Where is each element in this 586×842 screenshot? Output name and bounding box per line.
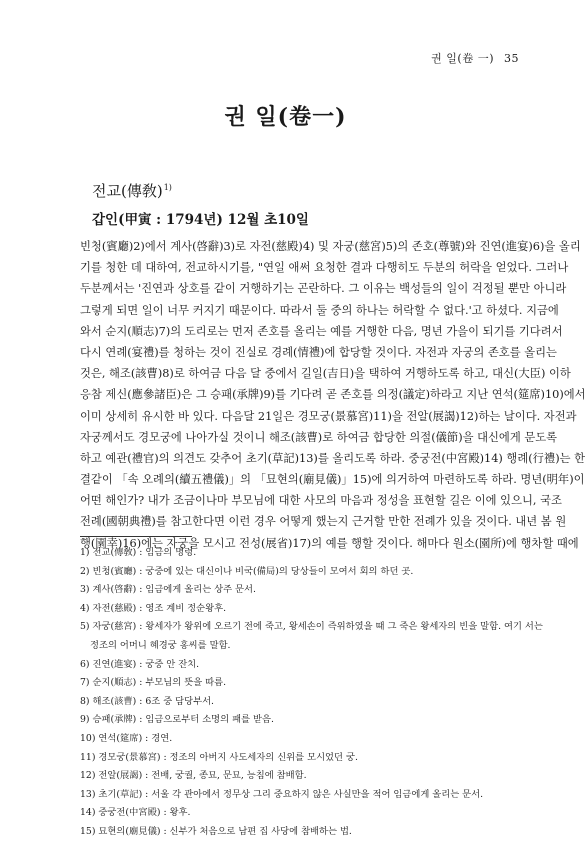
body-line: 결같이 「속 오례의(續五禮儀)」의 「묘현의(廟見儀)」15)에 의거하여 마련하도록 하라. 명년(明年)이	[80, 473, 585, 487]
date-heading: 갑인(甲寅 : 1794년) 12월 초10일	[92, 212, 309, 228]
footnote: 10) 연석(筵席) : 경연.	[80, 732, 173, 744]
footnote: 2) 빈청(賓廳) : 궁중에 있는 대신이나 비국(備局)의 당상들이 모여서 회의 하던 곳.	[80, 565, 414, 577]
footnote: 12) 전알(展謁) : 전배, 궁궐, 종묘, 문묘, 능침에 참배함.	[80, 770, 307, 782]
body-line: 이미 상세히 유시한 바 있다. 다음달 21일은 경모궁(景慕宮)11)을 전알(展謁)12)하는 날이다. 자전과	[80, 409, 577, 423]
body-line: 두분께서는 '진연과 상호를 같이 거행하기는 곤란하다. 그 이유는 백성들의 일이 걱정될 뿐만 아니라	[80, 282, 567, 296]
body-line: 것은, 해조(該曹)8)로 하여금 다음 달 중에서 길일(吉日)을 택하여 거행하도록 하고, 대신(大臣) 이하	[80, 367, 571, 381]
body-line: 자궁께서도 경모궁에 나아가실 것이니 해조(該曹)로 하여금 합당한 의절(儀節)을 대신에게 문도록	[80, 430, 558, 444]
footnote: 13) 초기(草記) : 서울 각 관아에서 정무상 그리 중요하지 않은 사실만을 적어 임금에게 올리는 문서.	[80, 788, 484, 800]
footnote-continuation: 정조의 어머니 혜경궁 홍씨를 말함.	[90, 639, 231, 651]
body-line: 하고 예관(禮官)의 의견도 갖추어 초기(草記)13)를 올리도록 하라. 중궁전(中宮殿)14) 행례(行禮)는 한	[80, 451, 586, 465]
body-line: 그렇게 되면 일이 너무 커지기 때문이다. 따라서 둘 중의 하나는 허락할 수 없다.'고 하셨다. 지금에	[80, 303, 559, 317]
footnote: 14) 중궁전(中宮殿) : 왕후.	[80, 807, 191, 819]
body-line: 행(園幸)16)에는 자궁을 모시고 전성(展省)17)의 예를 행할 것이다. 해마다 원소(園所)에 행차할 때에	[80, 536, 579, 550]
section-footnote-ref: 1)	[163, 183, 172, 192]
body-line: 와서 순지(順志)7)의 도리로는 먼저 존호를 올리는 예를 거행한 다음, 명년 가을이 되기를 기다려서	[80, 324, 563, 338]
footnote: 7) 순지(順志) : 부모님의 뜻을 따름.	[80, 677, 227, 689]
footnote: 5) 자궁(慈宮) : 왕세자가 왕위에 오르기 전에 죽고, 왕세손이 즉위하였을 때 그 죽은 왕세자의 빈을 말함. 여기 서는	[80, 621, 543, 633]
footnote: 15) 묘현의(廟見儀) : 신부가 처음으로 남편 집 사당에 참배하는 법.	[80, 825, 352, 837]
section-heading	[92, 180, 172, 201]
running-header	[431, 50, 519, 66]
page-number: 35	[504, 52, 519, 65]
footnotes	[80, 544, 543, 842]
body-line: 전례(國朝典禮)를 참고한다면 이런 경우 어떻게 했는지 근거할 만한 전례가 있을 것이다. 내년 봄 원	[80, 515, 567, 529]
footnote: 11) 경모궁(景慕宮) : 정조의 아버지 사도세자의 신위를 모시었던 궁.	[80, 751, 358, 763]
running-title: 권 일(卷 一)	[431, 52, 494, 65]
footnote: 3) 계사(啓辭) : 임금에게 올리는 상주 문서.	[80, 584, 256, 596]
body-line: 다시 연례(宴禮)를 청하는 것이 진실로 경례(情禮)에 합당할 것이다. 자전과 자궁의 존호를 올리는	[80, 345, 557, 359]
footnote-divider	[80, 536, 192, 537]
chapter-title: 권 일(卷一)	[224, 104, 347, 130]
body-line: 어떤 해인가? 내가 조금이나마 부모님에 대한 사모의 마음과 정성을 표현할 길은 이에 있으니, 국조	[80, 494, 562, 508]
body-line: 빈청(賓廳)2)에서 계사(啓辭)3)로 자전(慈殿)4) 및 자궁(慈宮)5)의 존호(尊號)와 진연(進宴)6)을 올리	[80, 240, 581, 253]
section-title: 전교(傳敎)	[92, 182, 163, 200]
body-line: 응참 제신(應參諸臣)은 그 승패(承牌)9)를 기다려 곧 존호를 의정(議定)하라고 지난 연석(筵席)10)에서	[80, 388, 586, 402]
footnote: 4) 자전(慈殿) : 영조 계비 정순왕후.	[80, 602, 227, 614]
footnote: 1) 전교(傳敎) : 임금의 명령.	[80, 547, 197, 558]
footnote: 8) 해조(該曹) : 6조 중 담당부서.	[80, 695, 215, 707]
body-line: 기를 청한 데 대하여, 전교하시기를, "연일 애써 요청한 결과 다행히도 두분의 허락을 얻었다. 그러나	[80, 261, 569, 275]
body-text	[80, 236, 586, 554]
footnote: 9) 승패(承牌) : 임금으로부터 소명의 패를 받음.	[80, 714, 274, 726]
footnote: 6) 진연(進宴) : 궁중 안 잔치.	[80, 658, 200, 670]
